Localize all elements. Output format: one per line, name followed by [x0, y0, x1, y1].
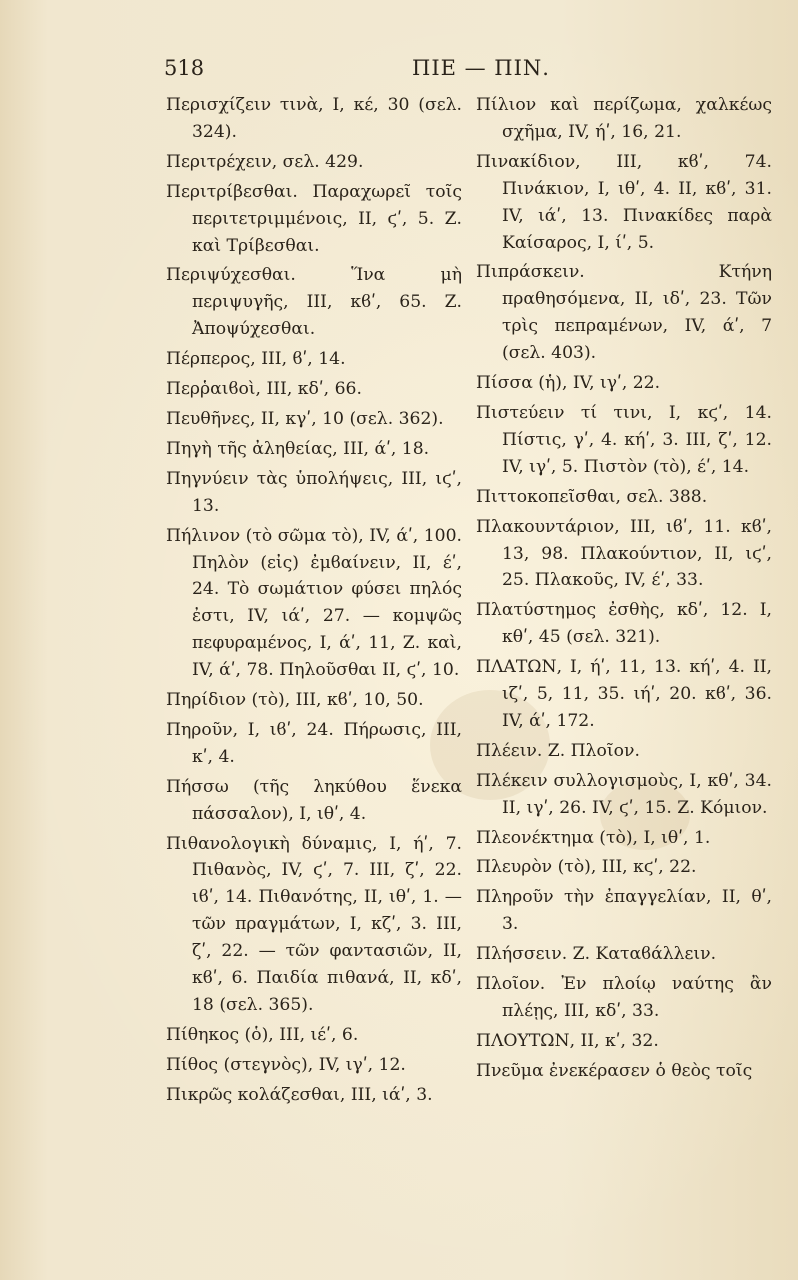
index-entry: Πίθηκος (ὁ), ΙΙΙ, ιέʹ, 6. — [166, 1024, 359, 1045]
index-entry: Πήλινον (τὸ σῶμα τὸ), IV, άʹ, 100. Πηλὸν (εἰς) ἐμϐαίνειν, ΙΙ, έʹ, 24. Τὸ σωμάτιον φύσει πηλός ἐστι, IV, ιάʹ, 27. — κομψῶς πεφυραμένος, Ι, άʹ, 11, Ζ. καὶ, IV, άʹ, 78. Πηλοῦσθαι ΙΙ, ϛʹ, 10. — [166, 525, 462, 681]
index-entry: Πιττοκοπεῖσθαι, σελ. 388. — [476, 486, 708, 507]
index-entry: Πλέειν. Ζ. Πλοῖον. — [476, 740, 640, 761]
index-entry: Πηροῦν, Ι, ιϐʹ, 24. Πήρωσις, ΙΙΙ, κʹ, 4. — [166, 719, 462, 767]
index-entry: Πιπράσκειν. Κτήνη πραθησόμενα, ΙΙ, ιδʹ, 23. Τῶν τρὶς πεπραμένων, IV, άʹ, 7 (σελ. 403). — [476, 262, 772, 364]
index-entry: Πηγὴ τῆς ἀληθείας, ΙΙΙ, άʹ, 18. — [166, 438, 430, 459]
index-entry: Πέρπερος, ΙΙΙ, ϐʹ, 14. — [166, 349, 346, 370]
index-column-left — [166, 92, 462, 1112]
index-entry: Πευθῆνες, ΙΙ, κγʹ, 10 (σελ. 362). — [166, 408, 444, 429]
index-entry: Πίθος (στεγνὸς), IV, ιγʹ, 12. — [166, 1054, 406, 1075]
index-entry: Περιτρίβεσθαι. Παραχωρεῖ τοῖς περιτετριμμένοις, ΙΙ, ϛʹ, 5. Ζ. καὶ Τρίβεσθαι. — [166, 181, 462, 256]
index-entry: Πηγνύειν τὰς ὑπολήψεις, ΙΙΙ, ιϛʹ, 13. — [166, 468, 462, 516]
index-entry: Πινακίδιον, ΙΙΙ, κϐʹ, 74. Πινάκιον, Ι, ιθʹ, 4. ΙΙ, κϐʹ, 31. IV, ιάʹ, 13. Πινακίδες παρὰ Καίσαρος, Ι, ίʹ, 5. — [476, 151, 772, 253]
running-head: ΠΙΕ — ΠΙΝ. — [412, 56, 550, 80]
index-entry: Πληροῦν τὴν ἐπαγγελίαν, ΙΙ, θʹ, 3. — [476, 887, 772, 935]
index-entry: Περισχίζειν τινὰ, Ι, κέ, 30 (σελ. 324). — [166, 95, 462, 142]
index-entry: Πιθανολογικὴ δύναμις, Ι, ήʹ, 7. Πιθανὸς, IV, ϛʹ, 7. ΙΙΙ, ζʹ, 22. ιϐʹ, 14. Πιθανότης, ΙΙ, ιθʹ, 1. — τῶν πραγμάτων, Ι, κζʹ, 3. ΙΙΙ, ζʹ, 22. — τῶν φαντασιῶν, ΙΙ, κϐʹ, 6. Παιδία πιθανά, ΙΙ, κδʹ, 18 (σελ. 365). — [166, 833, 462, 1015]
index-entry: Περῥαιϐοὶ, ΙΙΙ, κδʹ, 66. — [166, 379, 362, 400]
index-column-right — [476, 92, 772, 1088]
index-entry: Περιτρέχειν, σελ. 429. — [166, 151, 364, 172]
page-header — [164, 56, 764, 84]
page-number: 518 — [164, 56, 205, 80]
index-entry: Πήσσω (τῆς ληκύθου ἕνεκα πάσσαλον), Ι, ιθʹ, 4. — [166, 776, 462, 824]
index-entry: Πλακουντάριον, ΙΙΙ, ιϐʹ, 11. κϐʹ, 13, 98. Πλακούντιον, ΙΙ, ιϛʹ, 25. Πλακοῦς, IV, έʹ, 33. — [476, 516, 772, 591]
index-entry: Πλοῖον. Ἐν πλοίῳ ναύτης ἂν πλέῃς, ΙΙΙ, κδʹ, 33. — [476, 974, 772, 1021]
index-entry: Περιψύχεσθαι. Ἵνα μὴ περιψυγῆς, ΙΙΙ, κϐʹ, 65. Ζ. Ἀποψύχεσθαι. — [166, 265, 462, 340]
index-entry: Πίλιον καὶ περίζωμα, χαλκέως σχῆμα, IV, ήʹ, 16, 21. — [476, 95, 772, 142]
index-entry: Πλατύστημος ἐσθὴς, κδʹ, 12. Ι, κθʹ, 45 (σελ. 321). — [476, 600, 772, 648]
index-entry: Πηρίδιον (τὸ), ΙΙΙ, κϐʹ, 10, 50. — [166, 690, 424, 711]
index-entry: Πλεονέκτημα (τὸ), Ι, ιθʹ, 1. — [476, 827, 711, 848]
index-entry: Πνεῦμα ἐνεκέρασεν ὁ θεὸς τοῖς — [476, 1060, 753, 1081]
index-entry: ΠΛΑΤΩΝ, Ι, ήʹ, 11, 13. κήʹ, 4. ΙΙ, ιζʹ, 5, 11, 35. ιήʹ, 20. κϐʹ, 36. IV, άʹ, 172. — [476, 657, 772, 731]
index-entry: ΠΛΟΥΤΩΝ, ΙΙ, κʹ, 32. — [476, 1030, 659, 1051]
index-entry: Πιστεύειν τί τινι, Ι, κϛʹ, 14. Πίστις, γʹ, 4. κήʹ, 3. ΙΙΙ, ζʹ, 12. IV, ιγʹ, 5. Πιστὸν (τὸ), έʹ, 14. — [476, 402, 772, 477]
index-entry: Πλέκειν συλλογισμοὺς, Ι, κθʹ, 34. ΙΙ, ιγʹ, 26. IV, ϛʹ, 15. Ζ. Κόμιον. — [476, 770, 772, 818]
index-entry: Πίσσα (ἡ), IV, ιγʹ, 22. — [476, 373, 661, 394]
index-entry: Πλήσσειν. Ζ. Καταϐάλλειν. — [476, 944, 717, 965]
index-entry: Πικρῶς κολάζεσθαι, ΙΙΙ, ιάʹ, 3. — [166, 1084, 433, 1105]
index-entry: Πλευρὸν (τὸ), ΙΙΙ, κϛʹ, 22. — [476, 857, 697, 878]
